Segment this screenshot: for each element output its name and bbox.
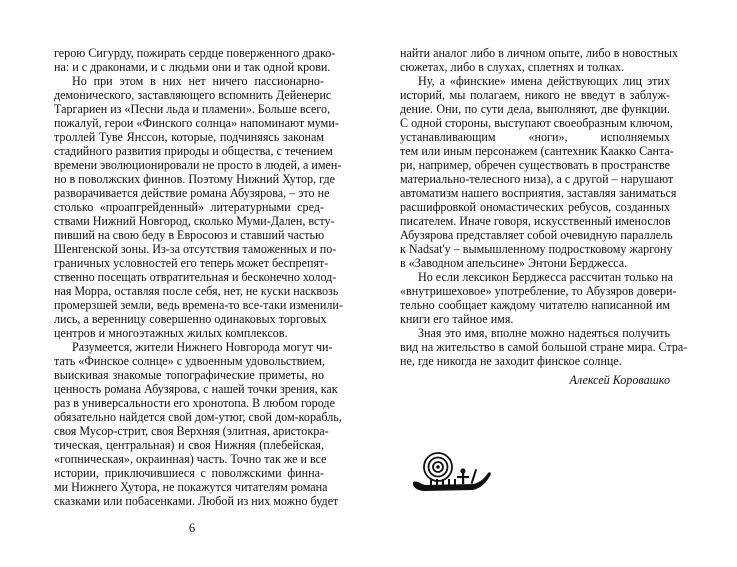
text-line: сюжетах, либо в слухах, сплетнях и толках.	[400, 60, 625, 74]
text-line: разворачивается действие романа Абузярова, – это не	[54, 186, 330, 200]
text-line: граничных условностей его теперь может беспрепят-	[54, 256, 329, 270]
text-line: вид на жительство в самой большой стране мира. Стра-	[400, 340, 688, 354]
text-line: стадийного развития природы и общества, с течением	[54, 144, 333, 158]
text-line: сказками или побасенками. Любой из них можно будет	[54, 494, 339, 508]
text-line: Шенгенской зоны. Из-за отсутствия таможенных и по-	[54, 242, 337, 256]
text-line: в «Заводном апельсине» Энтони Берджесса.	[400, 256, 628, 270]
text-line: тать «Финское солнце» с удвоенным удовольствием,	[54, 354, 325, 368]
text-line: герою Сигурду, пожирать сердце поверженного драко-	[54, 46, 336, 60]
text-line: лись, а веренницу совершенно одинаковых торговых	[54, 312, 327, 326]
text-line: книги его тайное имя.	[400, 312, 514, 326]
text-line: найти аналог либо в личном опыте, либо в новостных	[400, 46, 679, 60]
page-number: 6	[188, 521, 196, 535]
text-line: выискивая знакомые топографические приметы, но	[54, 368, 324, 382]
text-line: автоматизм нашего восприятия, заставляя заниматься	[400, 186, 677, 200]
text-line: расшифровкой ономастических ребусов, созданных	[400, 200, 670, 214]
text-line: «гопническая», окраинная) часть. Точно так же и все	[54, 452, 327, 466]
left-text-column	[54, 46, 343, 508]
text-line: ценность романа Абузярова, с нашей точки зрения, как	[54, 382, 338, 396]
text-line: обязательно найдется свой дом-утюг, свой дом-корабль,	[54, 410, 342, 424]
text-line: Разумеется, жители Нижнего Новгорода могут чи-	[72, 340, 333, 354]
text-line: С одной стороны, выступают своеобразным ключом,	[400, 116, 673, 130]
text-line: к Nadsat'у – вымышленному подростковому жаргону	[400, 242, 673, 256]
text-line: дение. Они, по сути дела, выполняют, две функции.	[400, 102, 670, 116]
text-line: Но если лексикон Берджесса рассчитан только на	[418, 270, 673, 284]
text-line: раз в универсальности его хронотопа. В любом городе	[54, 396, 335, 410]
text-line: троллей Туве Янссон, которые, подчиняясь законам	[54, 130, 324, 144]
text-line: демонического, заставляющего вспомнить Дейенерис	[54, 88, 332, 102]
author-signature: Алексей Коровашко	[569, 373, 670, 387]
petroglyph-sun-boat-icon	[411, 449, 495, 497]
text-line: ри, например, обречен существовать в пространстве	[400, 158, 670, 172]
text-line: на: и с драконами, и с людьми они и так одной крови.	[54, 60, 331, 74]
text-line: но в поволжских финнов. Поэтому Нижний Хутор, где	[54, 172, 335, 186]
text-line: Ну, а «финские» имена действующих лиц этих	[418, 74, 670, 88]
text-line: тическая, центральная) и своя Нижняя (плебейская,	[54, 438, 324, 452]
text-line: тем или иным персонажем (сантехник Каакко Санта-	[400, 144, 674, 158]
text-line: Таргариен из «Песни льда и пламени». Больше всего,	[54, 102, 331, 116]
text-line: Зная это имя, вполне можно надеяться получить	[418, 326, 670, 340]
text-line: ми Нижнего Хутора, не покажутся читателям романа	[54, 480, 328, 494]
text-line: не, где никогда не заходит финское солнце.	[400, 354, 622, 368]
text-line: «внутришеховое» употребление, то Абузяров довери-	[400, 284, 677, 298]
text-line: ная Морра, оставляя после себя, нет, не куски насквозь	[54, 284, 339, 298]
text-line: истории, приключившиеся с поволжскими финна-	[54, 466, 324, 480]
text-line: пивший на свою беду в Евросоюз и ставший частью	[54, 228, 325, 242]
text-line: материально-телесного низа), а с другой – нарушают	[400, 172, 674, 186]
text-line: историй, мы полагаем, никого не введут в заблуж-	[400, 88, 670, 102]
text-line: тельно сообщает каждому читателю написанной им	[400, 298, 670, 312]
text-line: Абузярова представляет собой очевидную параллель	[400, 228, 673, 242]
text-line: писателем. Иначе говоря, искусственный именослов	[400, 214, 671, 228]
text-line: ствами Нижний Новгород, сколько Муми-Дален, всту-	[54, 214, 335, 228]
text-line: столько «проапгрейденный» литературными сред-	[54, 200, 324, 214]
text-line: промерзшей земли, ведь времена-то все-таки изменили-	[54, 298, 343, 312]
text-line: ственно посещать отвратительная и бесконечно холод-	[54, 270, 337, 284]
text-line: своя Мусор-стрит, своя Верхняя (элитная, аристокра-	[54, 424, 329, 438]
text-line: времени эволюционировали не просто в людей, а имен-	[54, 158, 342, 172]
text-line: Но при этом в них нет ничего пассионарно-	[72, 74, 324, 88]
right-text-column	[400, 46, 688, 368]
text-line: пожалуй, герои «Финского солнца» напоминают муми-	[54, 116, 339, 130]
text-line: центров и многоэтажных жилых комплексов.	[54, 326, 288, 340]
text-line: устанавливающим «ноги», исполняемых	[400, 130, 670, 144]
